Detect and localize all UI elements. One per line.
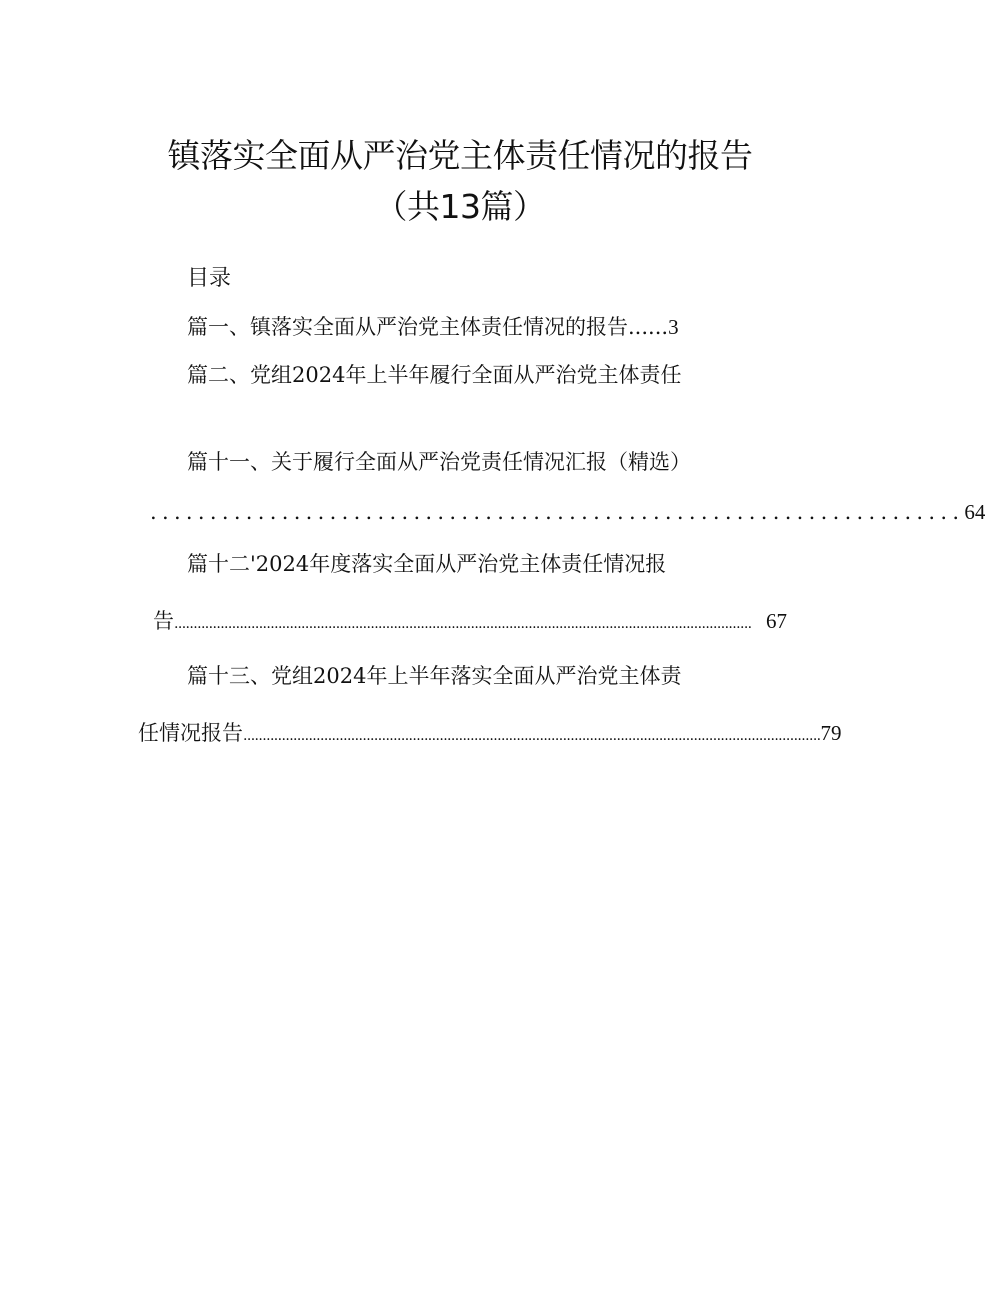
toc-leader: .................................................................... [150, 500, 965, 524]
toc-entry[interactable] [187, 312, 727, 342]
toc-entry-continuation[interactable] [138, 718, 842, 751]
toc-page-number: 3 [668, 315, 679, 339]
toc-entry[interactable] [187, 549, 747, 579]
toc-page-number: 64 [964, 500, 985, 524]
toc-entry[interactable] [187, 447, 757, 477]
toc-entry-text: 篇二、党组2024年上半年履行全面从严治党主体责任 [187, 363, 682, 387]
toc-leader: ...... [628, 315, 669, 339]
toc-page-number: 67 [766, 609, 787, 633]
toc-entry[interactable] [187, 661, 747, 691]
toc-page-number: 79 [820, 721, 842, 745]
toc-entry-text: 篇一、镇落实全面从严治党主体责任情况的报告 [187, 315, 628, 339]
document-title: 镇落实全面从严治党主体责任情况的报告 [167, 136, 753, 175]
toc-entry-text: 篇十三、党组2024年上半年落实全面从严治党主体责 [187, 664, 682, 688]
toc-entry-text: 篇十二'2024年度落实全面从严治党主体责任情况报 [187, 552, 667, 576]
toc-leader: ...................................................................................................................................................... [174, 616, 752, 632]
toc-entry-text: 任情况报告 [138, 721, 243, 745]
toc-entry[interactable] [187, 360, 747, 390]
toc-entry-continuation[interactable] [153, 606, 787, 639]
toc-entry-text: 篇十一、关于履行全面从严治党责任情况汇报（精选） [187, 450, 691, 474]
toc-heading: 目录 [187, 266, 232, 291]
toc-entry-text: 告 [153, 609, 174, 633]
toc-entry-continuation[interactable] [150, 497, 985, 527]
document-subtitle: （共13篇） [374, 187, 546, 226]
toc-leader: ...................................................................................................................................................... [243, 728, 821, 744]
